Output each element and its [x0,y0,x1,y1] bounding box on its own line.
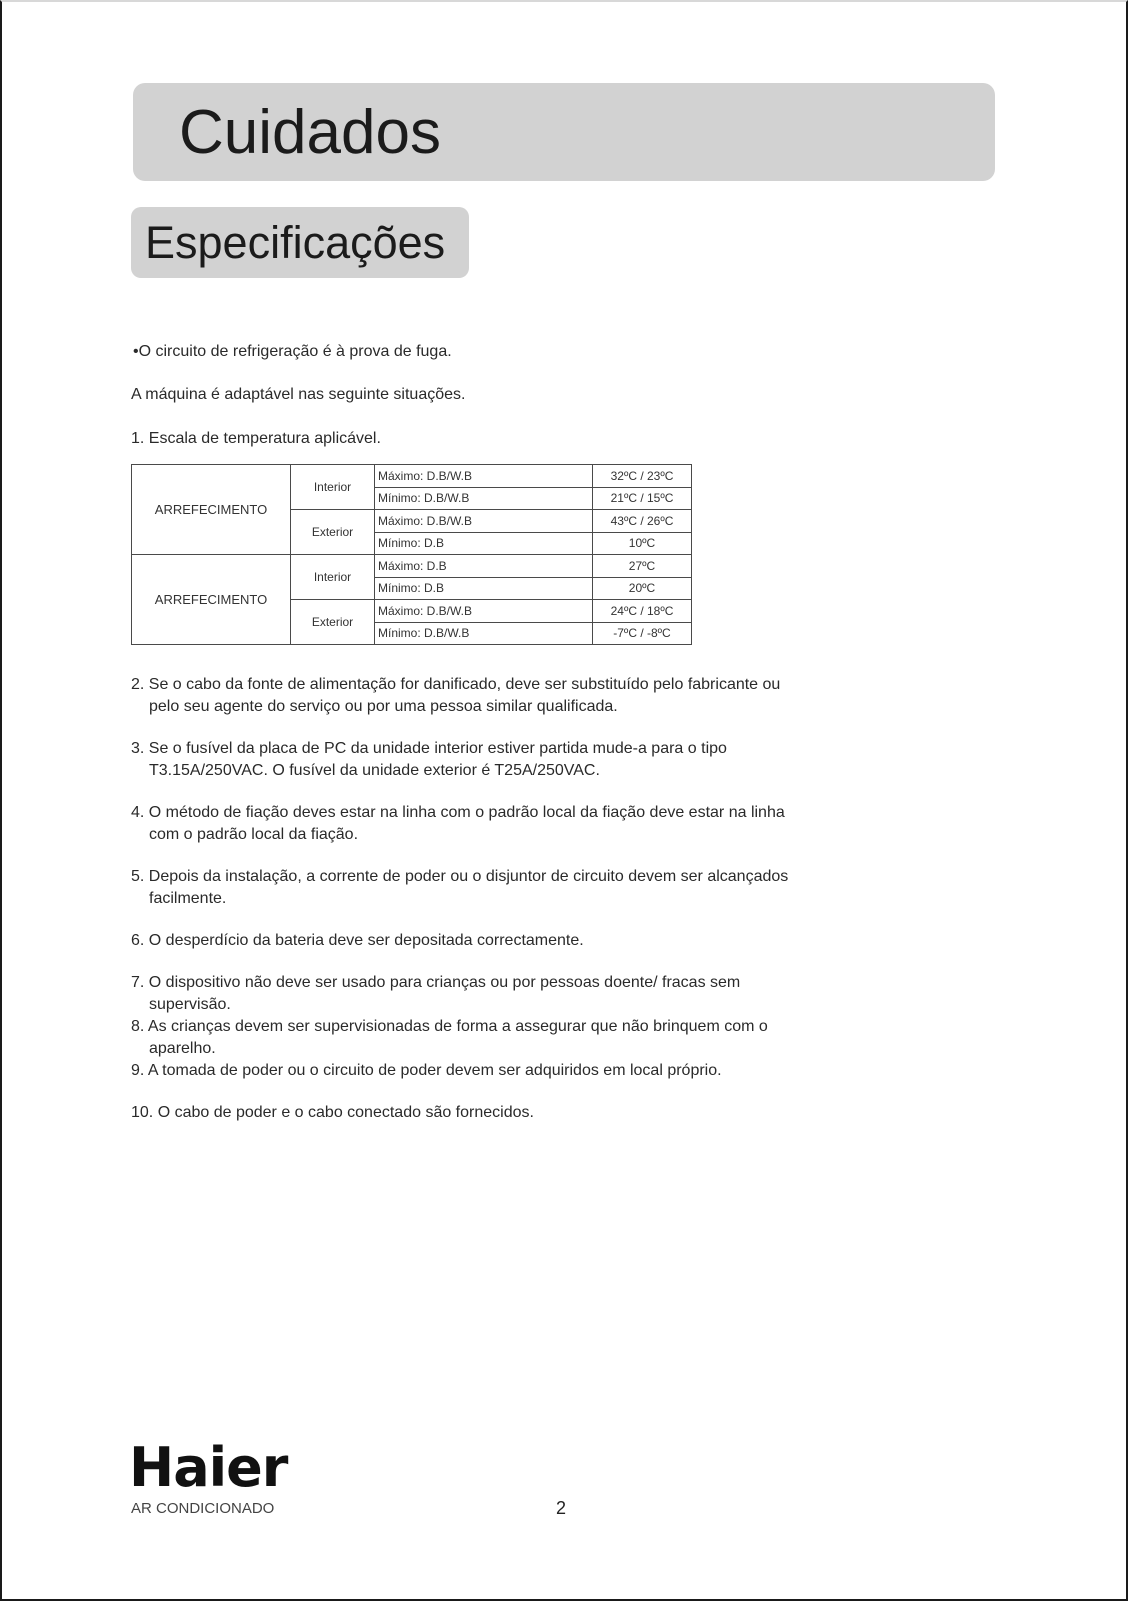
list-item-text: 3. Se o fusível da placa de PC da unidade interior estiver partida mude-a para o tipo [131,740,727,757]
page-title: Cuidados [179,98,441,167]
logo-subtitle: AR CONDICIONADO [131,1500,275,1517]
value-cell: 24ºC / 18ºC [593,600,692,623]
condition-cell: Máximo: D.B/W.B [375,600,593,623]
location-cell: Interior [291,555,375,600]
mode-cell: ARREFECIMENTO [132,555,291,645]
location-cell: Exterior [291,600,375,645]
page-number: 2 [556,1498,567,1518]
condition-cell: Mínimo: D.B [375,577,593,600]
temperature-table [131,464,692,645]
list-item-text: 9. A tomada de poder ou o circuito de poder devem ser adquiridos em local próprio. [131,1062,722,1079]
list-item [131,802,1001,846]
section-title: Especificações [145,217,446,268]
list-item [131,738,1001,782]
list-item [131,866,1001,910]
value-cell: 32ºC / 23ºC [593,465,692,488]
list-item-text: 6. O desperdício da bateria deve ser depositada correctamente. [131,932,584,949]
precaution-list [131,674,1001,1124]
list-item-text: 7. O dispositivo não deve ser usado para crianças ou por pessoas doente/ fracas sem [131,974,741,991]
list-item-continuation: T3.15A/250VAC. O fusível da unidade exterior é T25A/250VAC. [149,762,600,779]
list-item [131,1016,1001,1060]
list-item [131,972,1001,1016]
title-banner [133,83,995,181]
list-item-text: 8. As crianças devem ser supervisionadas de forma a assegurar que não brinquem com o [131,1018,768,1035]
value-cell: 21ºC / 15ºC [593,487,692,510]
value-cell: 20ºC [593,577,692,600]
list-item [131,1102,1001,1124]
list-item [131,930,1001,952]
list-item [131,674,1001,718]
bullet-text: O circuito de refrigeração é à prova de fuga. [138,343,452,360]
condition-cell: Máximo: D.B [375,555,593,578]
list-item-continuation: supervisão. [149,996,231,1013]
value-cell: 10ºC [593,532,692,555]
condition-cell: Mínimo: D.B/W.B [375,622,593,645]
haier-logo: Haier [129,1436,288,1499]
list-item-text: 10. O cabo de poder e o cabo conectado são fornecidos. [131,1104,534,1121]
list-item-continuation: facilmente. [149,890,227,907]
condition-cell: Máximo: D.B/W.B [375,465,593,488]
location-cell: Interior [291,465,375,510]
item-1-text: 1. Escala de temperatura aplicável. [131,430,381,447]
table-row [132,555,692,578]
list-item-text: 4. O método de fiação deves estar na linha com o padrão local da fiação deve estar na linha [131,804,785,821]
bullet-icon: • [133,343,139,360]
list-item-continuation: com o padrão local da fiação. [149,826,359,843]
list-item-continuation: aparelho. [149,1040,216,1057]
subtitle-banner [131,207,469,278]
condition-cell: Mínimo: D.B/W.B [375,487,593,510]
location-cell: Exterior [291,510,375,555]
value-cell: 43ºC / 26ºC [593,510,692,533]
condition-cell: Mínimo: D.B [375,532,593,555]
list-item [131,1060,1001,1082]
condition-cell: Máximo: D.B/W.B [375,510,593,533]
bullet-line [133,341,452,363]
list-item-text: 2. Se o cabo da fonte de alimentação for danificado, deve ser substituído pelo fabricante ou [131,676,781,693]
table-row [132,465,692,488]
list-item-continuation: pelo seu agente do serviço ou por uma pessoa similar qualificada. [149,698,618,715]
value-cell: -7ºC / -8ºC [593,622,692,645]
value-cell: 27ºC [593,555,692,578]
list-item-text: 5. Depois da instalação, a corrente de poder ou o disjuntor de circuito devem ser alcançados [131,868,789,885]
intro-text: A máquina é adaptável nas seguinte situações. [131,386,466,403]
mode-cell: ARREFECIMENTO [132,465,291,555]
